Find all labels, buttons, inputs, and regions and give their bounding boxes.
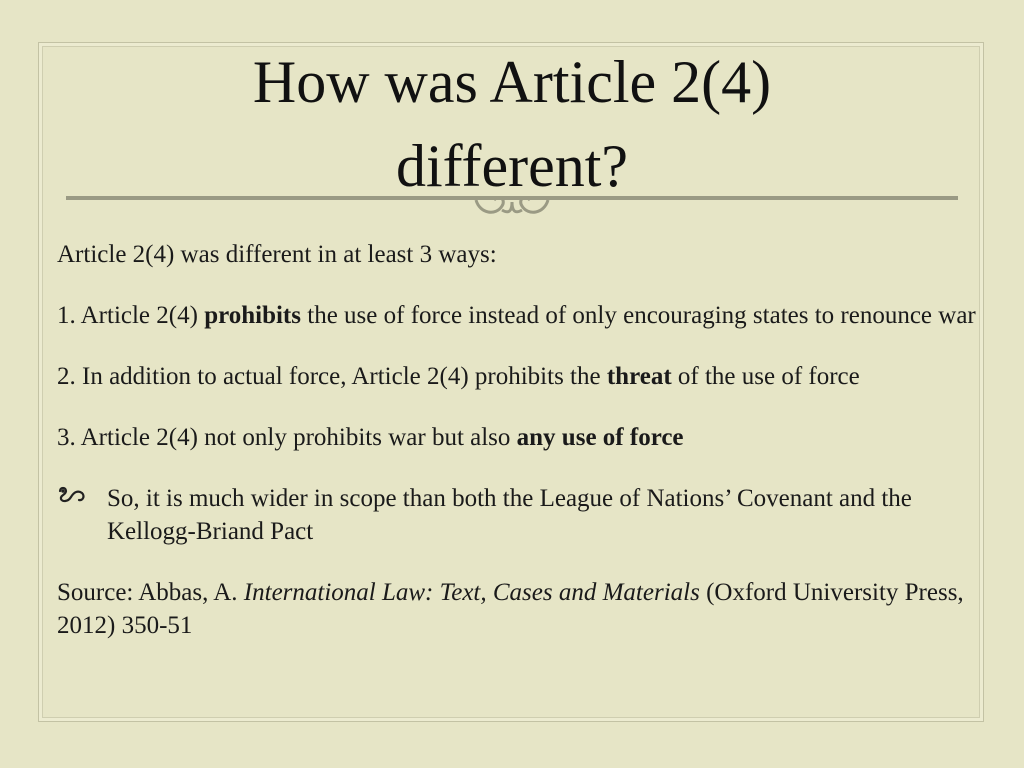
point-1-text-a: 1. Article 2(4): [57, 302, 205, 329]
point-1-emphasis: prohibits: [204, 302, 301, 329]
source-book-title: International Law: Text, Cases and Materials: [243, 579, 700, 606]
point-3: [57, 421, 977, 454]
ornamental-divider: [66, 184, 958, 224]
point-2-text-c: of the use of force: [671, 363, 860, 390]
point-2: [57, 360, 977, 393]
title-line-2: different?: [395, 133, 629, 199]
bullet-text: So, it is much wider in scope than both the League of Nations’ Covenant and the Kellogg-Briand Pact: [107, 485, 912, 545]
slide-title: [0, 40, 1024, 208]
title-line-1: How was Article 2(4): [252, 49, 772, 115]
bullet-item: [57, 482, 977, 548]
point-3-text-a: 3. Article 2(4) not only prohibits war but also: [57, 424, 517, 451]
source-citation: [57, 576, 977, 642]
point-1: [57, 299, 977, 332]
slide-body: [57, 238, 977, 670]
source-text-c: (Oxford University Press, 2012) 350-51: [57, 579, 964, 639]
point-2-emphasis: threat: [606, 363, 672, 390]
point-3-emphasis: any use of force: [516, 424, 684, 451]
intro-text: Article 2(4) was different in at least 3 ways:: [57, 241, 497, 268]
point-1-text-c: the use of force instead of only encouraging states to renounce war: [301, 302, 976, 329]
source-text-a: Source: Abbas, A.: [57, 579, 244, 606]
scroll-flourish-icon: [57, 482, 107, 548]
point-2-text-a: 2. In addition to actual force, Article 2(4) prohibits the: [57, 363, 607, 390]
